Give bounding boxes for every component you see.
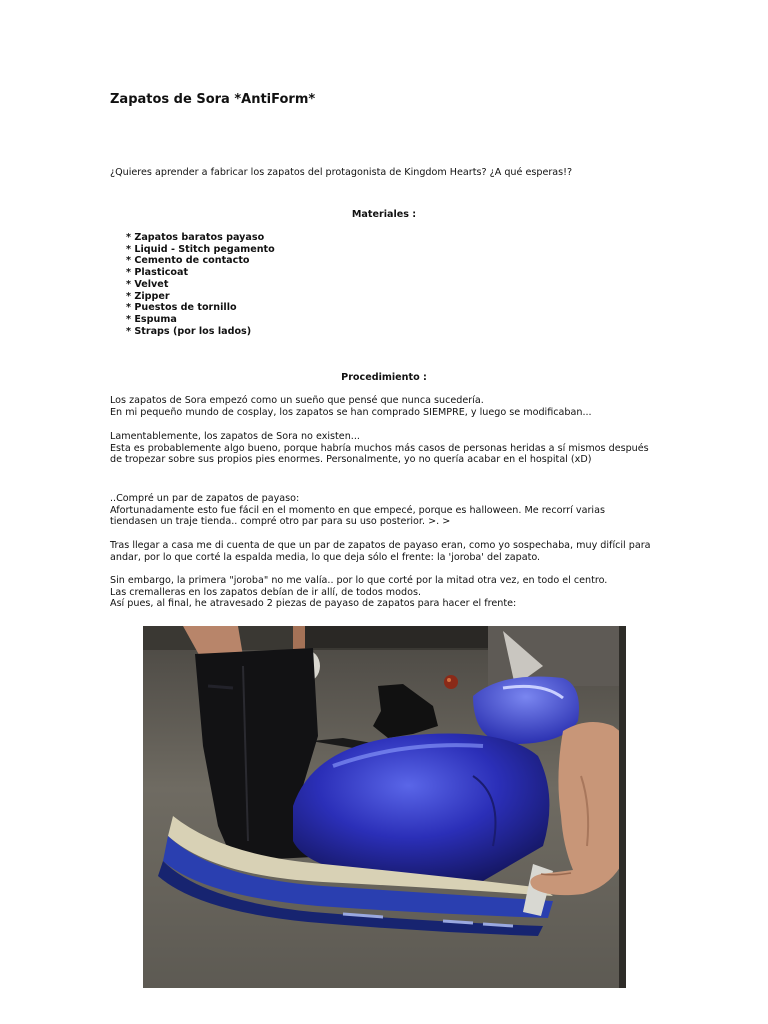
paragraph-line: Las cremalleras en los zapatos debían de ir allí, de todos modos. — [110, 586, 422, 598]
page-title: Zapatos de Sora *AntiForm* — [110, 92, 316, 107]
paragraph-line: Los zapatos de Sora empezó como un sueño que pensé que nunca sucedería. — [110, 395, 484, 406]
procedure-paragraph — [110, 493, 605, 528]
paragraph-line: Así pues, al final, he atravesado 2 piezas de payaso de zapatos para hacer el frente: — [110, 598, 517, 610]
list-item: * Puestos de tornillo — [126, 302, 237, 314]
list-item: * Straps (por los lados) — [126, 325, 252, 337]
materials-list — [126, 232, 275, 337]
procedure-paragraph — [110, 395, 592, 418]
paragraph-line: Lamentablemente, los zapatos de Sora no existen... — [110, 431, 360, 442]
paragraph-line: andar, por lo que corté la espalda media, lo que deja sólo el frente: la 'joroba' del zapato. — [110, 551, 541, 563]
paragraph-line: En mi pequeño mundo de cosplay, los zapatos se han comprado SIEMPRE, y luego se modificaban... — [110, 406, 592, 418]
paragraph-line: Tras llegar a casa me di cuenta de que un par de zapatos de payaso eran, como yo sospechaba, muy difícil para — [110, 540, 651, 551]
paragraph-line: de tropezar sobre sus propios pies enormes. Personalmente, yo no quería acabar en el hospital (xD) — [110, 454, 592, 466]
procedure-paragraph — [110, 431, 649, 466]
list-item: * Espuma — [126, 313, 177, 325]
procedure-paragraph — [110, 575, 607, 610]
materials-heading: Materiales : — [351, 209, 417, 220]
paragraph-line: tiendasen un traje tienda.. compré otro par para su uso posterior. >. > — [110, 516, 451, 528]
list-item: * Liquid - Stitch pegamento — [126, 243, 275, 255]
list-item: * Zapatos baratos payaso — [126, 232, 265, 243]
paragraph-line: ..Compré un par de zapatos de payaso: — [110, 493, 300, 504]
paragraph-line: Afortunadamente esto fue fácil en el momento en que empecé, porque es halloween. Me recorrí varias — [110, 504, 605, 516]
list-item: * Cemento de contacto — [126, 255, 250, 267]
paragraph-line: Sin embargo, la primera "joroba" no me valía.. por lo que corté por la mitad otra vez, en todo el centro. — [110, 575, 608, 586]
list-item: * Velvet — [126, 278, 169, 290]
list-item: * Plasticoat — [126, 267, 189, 279]
intro-text: ¿Quieres aprender a fabricar los zapatos del protagonista de Kingdom Hearts? ¿A qué esperas!? — [110, 167, 573, 178]
procedure-heading: Procedimiento : — [341, 372, 427, 383]
procedure-paragraph — [110, 540, 651, 563]
paragraph-line: Esta es probablemente algo bueno, porque habría muchos más casos de personas heridas a sí mismos después — [110, 442, 649, 454]
list-item: * Zipper — [126, 290, 170, 302]
clown-shoe-photo — [143, 626, 626, 988]
